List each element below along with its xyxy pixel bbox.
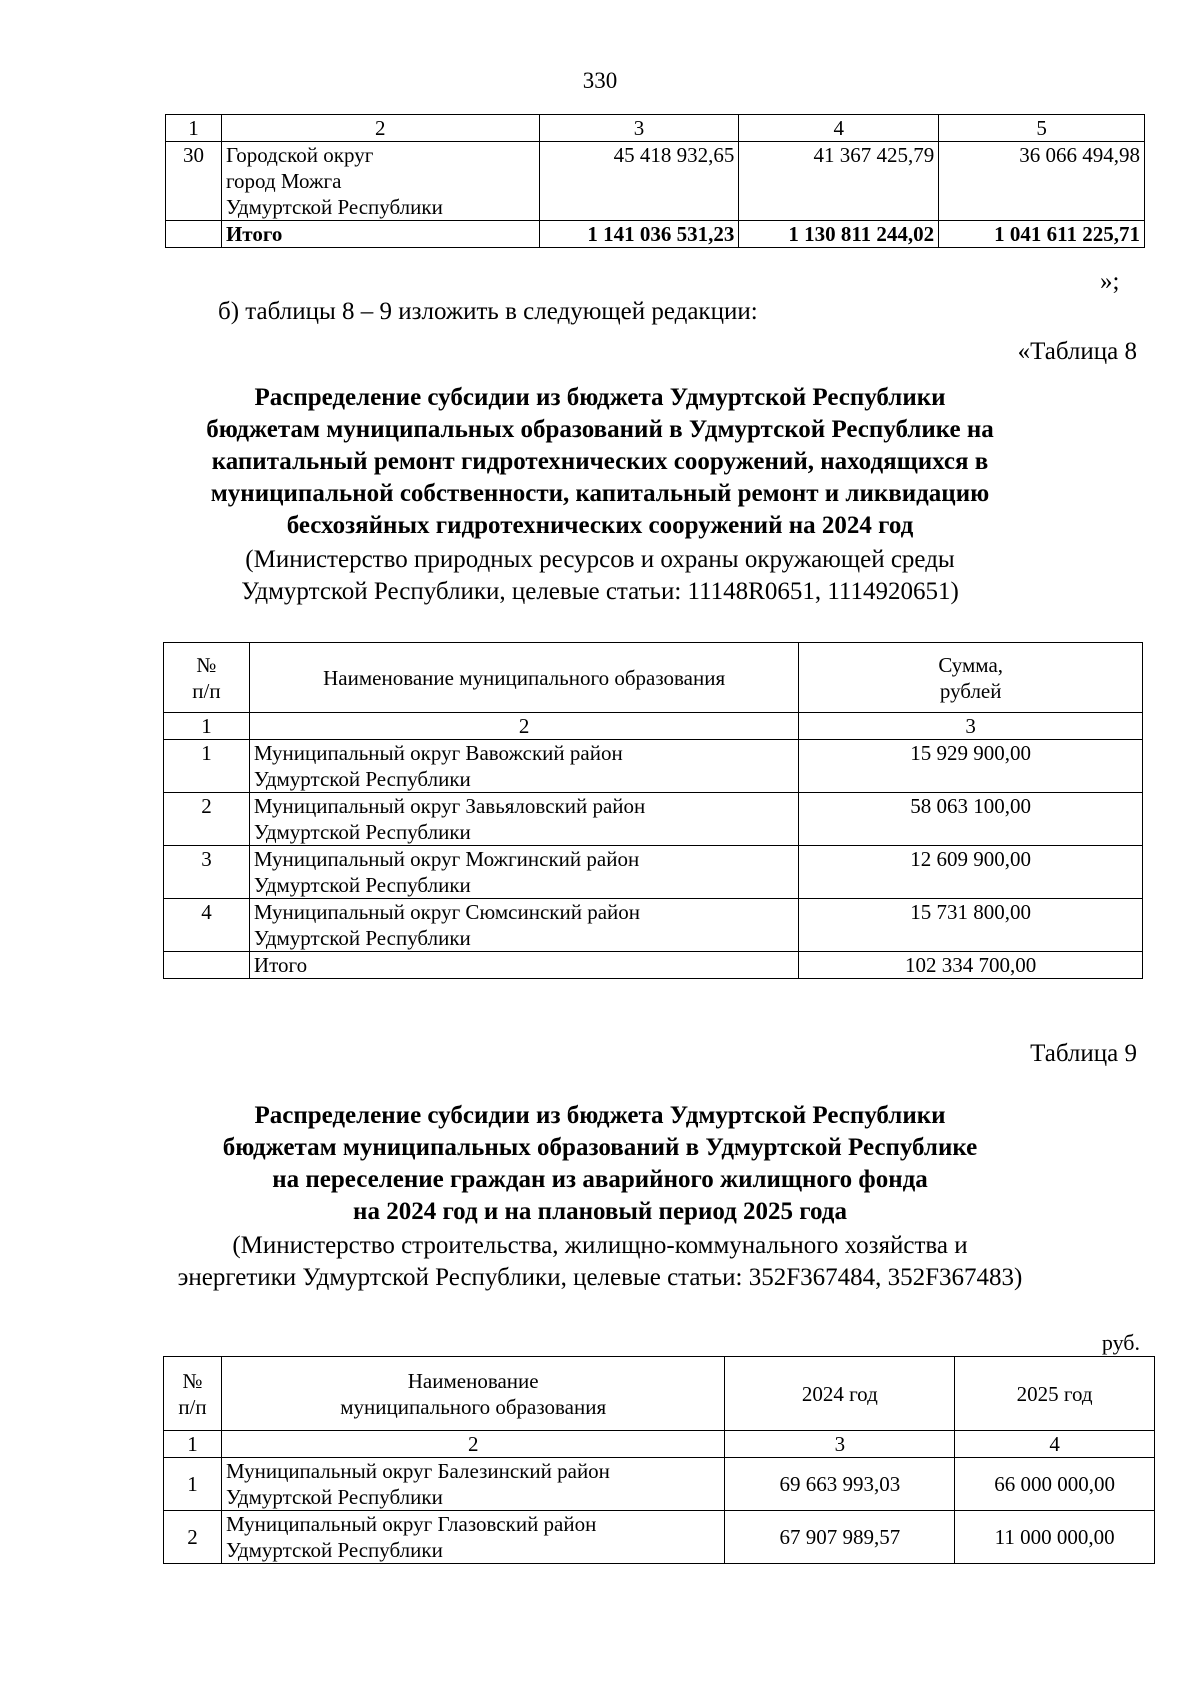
table-header-row bbox=[166, 115, 1145, 142]
title-line: капитальный ремонт гидротехнических сооружений, находящихся в bbox=[211, 448, 989, 475]
title-line: на 2024 год и на плановый период 2025 года bbox=[353, 1198, 847, 1225]
name-line: Удмуртской Республики bbox=[225, 1538, 443, 1562]
title-line: на переселение граждан из аварийного жилищного фонда bbox=[272, 1166, 928, 1193]
header-2024: 2024 год bbox=[725, 1357, 955, 1431]
total-value: 1 141 036 531,23 bbox=[539, 221, 739, 248]
row-name bbox=[221, 1458, 724, 1511]
header-name-line: Наименование bbox=[407, 1368, 539, 1393]
instruction-text: б) таблицы 8 – 9 изложить в следующей редакции: bbox=[218, 298, 758, 325]
row-number: 30 bbox=[166, 142, 222, 221]
name-line: Муниципальный округ Сюмсинский район bbox=[253, 900, 640, 924]
row-number: 2 bbox=[164, 793, 250, 846]
row-number: 1 bbox=[164, 1458, 222, 1511]
col-number: 2 bbox=[221, 1431, 724, 1458]
name-line: Городской округ bbox=[225, 143, 374, 167]
row-number: 2 bbox=[164, 1511, 222, 1564]
name-line: Удмуртской Республики bbox=[225, 1485, 443, 1509]
col-number: 1 bbox=[164, 1431, 222, 1458]
row-number: 1 bbox=[164, 740, 250, 793]
table-row bbox=[164, 1458, 1155, 1511]
name-line: город Можга bbox=[225, 169, 342, 193]
header-2025: 2025 год bbox=[955, 1357, 1155, 1431]
subtitle-line: (Министерство строительства, жилищно-коммунального хозяйства и bbox=[232, 1232, 968, 1259]
row-name bbox=[249, 793, 798, 846]
header-num bbox=[164, 643, 250, 713]
row-sum: 15 731 800,00 bbox=[799, 899, 1143, 952]
total-label: Итого bbox=[221, 221, 539, 248]
table-header-row bbox=[164, 1357, 1155, 1431]
row-name bbox=[221, 142, 539, 221]
header-num-line: п/п bbox=[178, 1394, 207, 1419]
col-number: 2 bbox=[249, 713, 798, 740]
table-row bbox=[164, 793, 1143, 846]
col-number: 4 bbox=[739, 115, 939, 142]
row-name bbox=[249, 899, 798, 952]
row-sum: 12 609 900,00 bbox=[799, 846, 1143, 899]
header-num-line: № bbox=[182, 1368, 203, 1393]
header-name-line: муниципального образования bbox=[340, 1394, 607, 1419]
continuation-table bbox=[165, 114, 1145, 248]
name-line: Удмуртской Республики bbox=[253, 926, 471, 950]
row-name bbox=[249, 740, 798, 793]
row-sum: 58 063 100,00 bbox=[799, 793, 1143, 846]
col-number: 3 bbox=[539, 115, 739, 142]
title-line: Распределение субсидии из бюджета Удмуртской Республики bbox=[254, 384, 946, 411]
name-line: Удмуртской Республики bbox=[225, 195, 443, 219]
col-numbers-row bbox=[164, 713, 1143, 740]
name-line: Удмуртской Республики bbox=[253, 820, 471, 844]
value-cell: 41 367 425,79 bbox=[739, 142, 939, 221]
page-number: 330 bbox=[582, 68, 618, 93]
col-numbers-row bbox=[164, 1431, 1155, 1458]
value-cell: 45 418 932,65 bbox=[539, 142, 739, 221]
row-2025: 11 000 000,00 bbox=[955, 1511, 1155, 1564]
name-line: Муниципальный округ Глазовский район bbox=[225, 1512, 597, 1536]
name-line: Удмуртской Республики bbox=[253, 767, 471, 791]
title-line: бюджетам муниципальных образований в Удмуртской Республике на bbox=[206, 416, 994, 443]
table9 bbox=[163, 1356, 1155, 1564]
name-line: Удмуртской Республики bbox=[253, 873, 471, 897]
row-2024: 69 663 993,03 bbox=[725, 1458, 955, 1511]
empty-cell bbox=[166, 221, 222, 248]
subtitle-line: (Министерство природных ресурсов и охраны окружающей среды bbox=[245, 546, 955, 573]
header-name bbox=[221, 1357, 724, 1431]
header-num bbox=[164, 1357, 222, 1431]
total-row bbox=[164, 952, 1143, 979]
header-name: Наименование муниципального образования bbox=[249, 643, 798, 713]
col-number: 3 bbox=[725, 1431, 955, 1458]
close-quote: »; bbox=[1100, 268, 1120, 295]
table-row bbox=[164, 1511, 1155, 1564]
table-row bbox=[164, 899, 1143, 952]
total-row bbox=[166, 221, 1145, 248]
table8 bbox=[163, 642, 1143, 979]
row-number: 4 bbox=[164, 899, 250, 952]
header-num-line: п/п bbox=[192, 678, 221, 703]
col-number: 1 bbox=[164, 713, 250, 740]
row-sum: 15 929 900,00 bbox=[799, 740, 1143, 793]
table9-title bbox=[150, 1100, 1050, 1228]
header-sum-line: Сумма, bbox=[938, 652, 1004, 677]
table8-title bbox=[150, 382, 1050, 542]
table8-label: «Таблица 8 bbox=[1017, 338, 1137, 365]
unit-label: руб. bbox=[1101, 1330, 1140, 1355]
table-row bbox=[164, 846, 1143, 899]
title-line: муниципальной собственности, капитальный ремонт и ликвидацию bbox=[210, 480, 990, 507]
table9-label: Таблица 9 bbox=[1030, 1040, 1137, 1067]
col-number: 2 bbox=[221, 115, 539, 142]
name-line: Муниципальный округ Завьяловский район bbox=[253, 794, 646, 818]
row-2024: 67 907 989,57 bbox=[725, 1511, 955, 1564]
title-line: бюджетам муниципальных образований в Удмуртской Республике bbox=[222, 1134, 978, 1161]
title-line: бесхозяйных гидротехнических сооружений на 2024 год bbox=[286, 512, 914, 539]
table-row bbox=[166, 142, 1145, 221]
name-line: Муниципальный округ Вавожский район bbox=[253, 741, 623, 765]
total-label: Итого bbox=[249, 952, 798, 979]
name-line: Муниципальный округ Можгинский район bbox=[253, 847, 640, 871]
header-sum-line: рублей bbox=[939, 678, 1002, 703]
row-number: 3 bbox=[164, 846, 250, 899]
total-value: 1 041 611 225,71 bbox=[939, 221, 1145, 248]
table9-subtitle bbox=[140, 1230, 1060, 1294]
total-sum: 102 334 700,00 bbox=[799, 952, 1143, 979]
name-line: Муниципальный округ Балезинский район bbox=[225, 1459, 610, 1483]
row-2025: 66 000 000,00 bbox=[955, 1458, 1155, 1511]
value-cell: 36 066 494,98 bbox=[939, 142, 1145, 221]
subtitle-line: энергетики Удмуртской Республики, целевые статьи: 352F367484, 352F367483) bbox=[177, 1264, 1023, 1291]
title-line: Распределение субсидии из бюджета Удмуртской Республики bbox=[254, 1102, 946, 1129]
header-sum bbox=[799, 643, 1143, 713]
row-name bbox=[221, 1511, 724, 1564]
header-num-line: № bbox=[196, 652, 217, 677]
table-header-row bbox=[164, 643, 1143, 713]
total-value: 1 130 811 244,02 bbox=[739, 221, 939, 248]
col-number: 3 bbox=[799, 713, 1143, 740]
table8-subtitle bbox=[150, 544, 1050, 608]
col-number: 5 bbox=[939, 115, 1145, 142]
empty-cell bbox=[164, 952, 250, 979]
row-name bbox=[249, 846, 798, 899]
col-number: 1 bbox=[166, 115, 222, 142]
col-number: 4 bbox=[955, 1431, 1155, 1458]
table-row bbox=[164, 740, 1143, 793]
subtitle-line: Удмуртской Республики, целевые статьи: 11148R0651, 1114920651) bbox=[241, 578, 959, 605]
